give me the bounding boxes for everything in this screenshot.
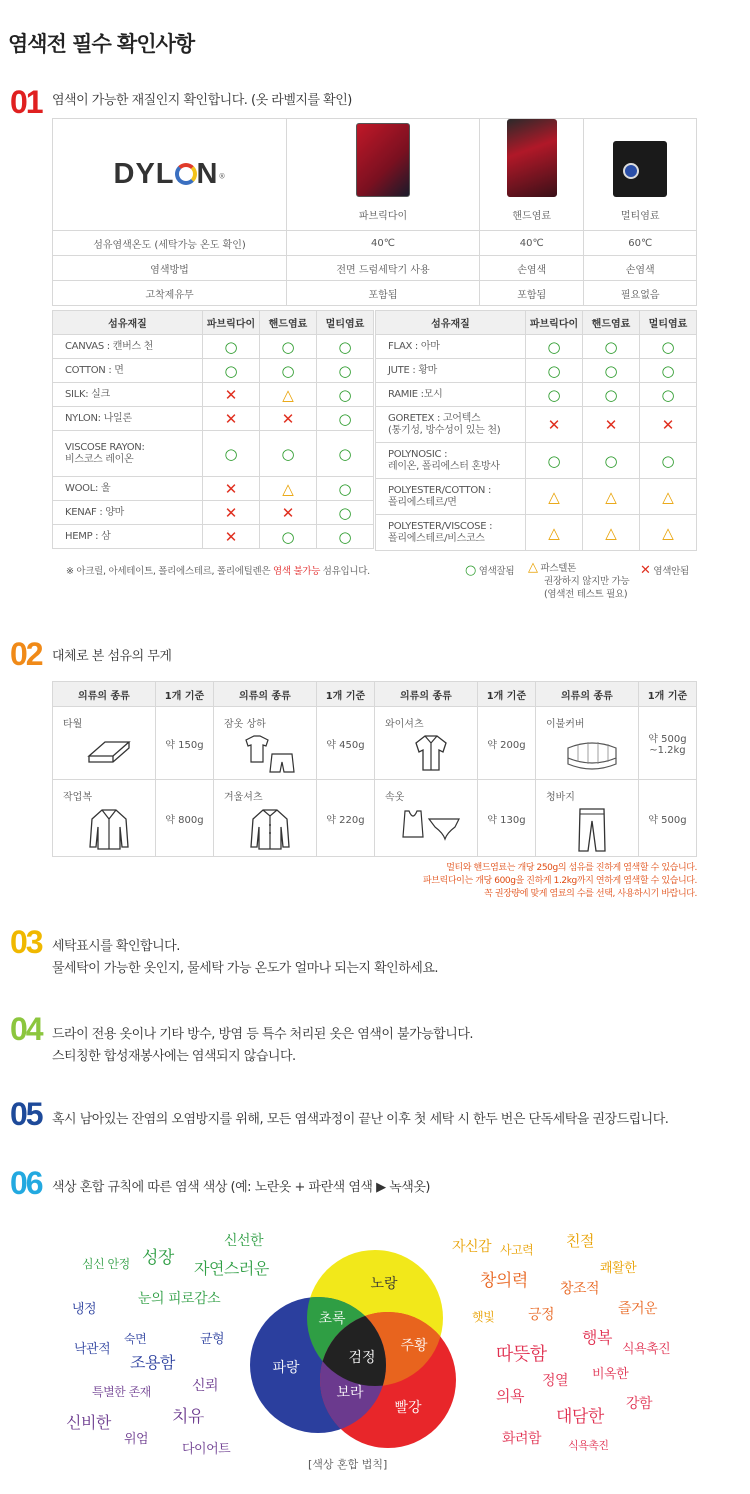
product-row-temperature: 섬유염색온도 (세탁가능 온도 확인) 40℃ 40℃ 60℃ [53,231,697,256]
fabric-mark [526,407,583,443]
towel-icon [63,734,155,769]
legend-good: ○ 염색잘됨 [465,563,515,578]
triangle-icon: △ [548,487,560,506]
mood-word: 화려함 [502,1431,542,1447]
product-name-fabric-dye: 파브릭다이 [358,211,408,222]
mood-word: 신뢰 [192,1378,219,1394]
garment-cell [213,780,316,857]
fabric-row [53,525,374,549]
fabric-row [53,359,374,383]
triangle-icon: △ [548,523,560,542]
circle-icon: ○ [281,444,295,463]
garment-name: 와이셔츠 [384,719,424,730]
fabric-dye-package-icon [356,123,410,197]
fabric-table-right: 섬유재질 파브릭다이 핸드염료 멀티염료 FLAX : 아마 ○ ○ ○ JUTE : 황마 ○ ○ ○ RAMIE :모시 ○ ○ ○ GORETEX : 고어텍스 (통기성, 방수성이 있는 천) ✕ ✕ ✕ POLYNOSIC : 레이온, 폴리에스터 혼방사 ○ ○ ○ POLYESTER/COTTON : 폴리에스테르/면 △ △ △ POLYESTER/VISCOSE : 폴리에스테르/비스코스 △ △ △ [375,310,697,551]
venn-label-red: 빨강 [394,1400,422,1416]
fabric-mark [203,383,260,407]
fabric-name: POLYNOSIC : 레이온, 폴리에스터 혼방사 [376,443,526,479]
garment-weight: 약 220g [316,780,374,857]
dylon-logo-cell: DYL N® [53,119,287,231]
garment-name: 속옷 [384,792,405,803]
product-multi-dye [584,119,697,231]
garment-name: 잠옷 상하 [223,719,266,730]
mood-word: 냉정 [72,1302,97,1317]
fabric-row [53,407,374,431]
circle-icon: ○ [604,361,618,380]
fabric-mark [260,383,317,407]
fabric-mark [583,335,640,359]
fabric-mark [260,335,317,359]
fabric-mark [203,501,260,525]
fabric-name: VISCOSE RAYON: 비스코스 레이온 [53,431,203,477]
circle-icon: ○ [661,337,675,356]
legend-pastel: △ 파스텔톤 권장하지 않지만 가능 (염색전 테스트 필요) [528,560,630,600]
garment-cell [374,780,477,857]
section-02-text: 대체로 본 섬유의 무게 [52,649,172,664]
jacket-icon [63,807,155,854]
underwear-icon [385,807,477,844]
garment-weight: 약 150g [155,707,213,780]
weight-row-2 [53,780,697,857]
mood-word: 성장 [142,1248,174,1268]
fabric-mark [203,477,260,501]
fabric-mark [526,383,583,407]
weight-row-1 [53,707,697,780]
blanket-icon [546,734,638,775]
mood-word: 신비한 [66,1413,111,1432]
triangle-icon: △ [282,385,294,404]
fabric-mark [317,525,374,549]
x-icon: ✕ [224,409,238,428]
fabric-mark [260,525,317,549]
circle-icon: ○ [604,385,618,404]
mood-word: 심신 안정 [82,1257,130,1271]
garment-cell [374,707,477,780]
circle-icon: ○ [338,479,352,498]
x-icon: ✕ [224,503,238,522]
fabric-mark [260,431,317,477]
circle-icon: ○ [338,385,352,404]
section-04-line1: 드라이 전용 옷이나 기타 방수, 방염 등 특수 처리된 옷은 염색이 불가능합니다. [52,1027,474,1042]
mood-word: 조용함 [130,1353,175,1372]
fabric-row [376,383,697,407]
weight-note: 멀티와 핸드염료는 개당 250g의 섬유를 진하게 염색할 수 있습니다. 파브릭다이는 개당 600g을 진하게 1.2kg까지 연하게 염색할 수 있습니다. 꼭 권장량에 맞게 염료의 수를 선택, 사용하시기 바랍니다. [422,863,697,899]
garment-cell [53,780,156,857]
color-mixing-venn [240,1240,480,1470]
fabric-row [53,335,374,359]
venn-label-green: 초록 [318,1311,346,1327]
triangle-icon: △ [662,523,674,542]
mood-word: 다이어트 [182,1442,231,1457]
mood-word: 햇빛 [472,1310,495,1324]
garment-weight: 약 200g [477,707,535,780]
x-icon: ✕ [640,563,651,578]
mood-word: 사고력 [500,1243,534,1257]
fabric-table-left: 섬유재질 파브릭다이 핸드염료 멀티염료 CANVAS : 캔버스 천 ○ ○ ○ COTTON : 면 ○ ○ ○ SILK: 실크 ✕ △ ○ NYLON: 나일론 ✕ ✕ ○ VISCOSE RAYON: 비스코스 레이온 ○ ○ ○ WOOL: 울 ✕ △ ○ KENAF : 양마 ✕ ✕ ○ HEMP : 삼 ✕ ○ ○ [52,310,374,549]
fabric-name: POLYESTER/VISCOSE : 폴리에스테르/비스코스 [376,515,526,551]
circle-icon: ○ [338,337,352,356]
circle-icon: ○ [281,527,295,546]
x-icon: ✕ [547,415,561,434]
product-fabric-dye [287,119,480,231]
fabric-row [53,477,374,501]
fabric-mark [317,335,374,359]
garment-name: 겨울셔츠 [223,792,263,803]
circle-icon: ○ [547,337,561,356]
fabric-mark [640,479,697,515]
fabric-name: NYLON: 나일론 [53,407,203,431]
fabric-name: SILK: 실크 [53,383,203,407]
fabric-name: RAMIE :모시 [376,383,526,407]
venn-label-yellow: 노랑 [370,1276,398,1292]
circle-icon: ○ [661,451,675,470]
x-icon: ✕ [281,503,295,522]
circle-icon: ○ [338,361,352,380]
section-03-line2: 물세탁이 가능한 옷인지, 물세탁 가능 온도가 얼마나 되는지 확인하세요. [52,961,439,976]
fabric-name: COTTON : 면 [53,359,203,383]
fabric-row [53,431,374,477]
fabric-mark [526,443,583,479]
fabric-name: POLYESTER/COTTON : 폴리에스테르/면 [376,479,526,515]
fabric-mark [317,501,374,525]
circle-icon: ○ [224,337,238,356]
mood-word: 즐거운 [618,1301,658,1317]
mood-word: 창조적 [560,1281,600,1297]
fabric-name: CANVAS : 캔버스 천 [53,335,203,359]
mood-word: 균형 [200,1332,225,1347]
fabric-row [376,443,697,479]
triangle-icon: △ [528,560,538,575]
product-row-fixative: 고착제유무 포함됨 포함됨 필요없음 [53,281,697,306]
fabric-row [53,383,374,407]
multi-dye-package-icon [613,141,667,197]
fabric-mark [526,335,583,359]
garment-cell [535,707,638,780]
garment-name: 이불커버 [545,719,585,730]
section-04-line2: 스티칭한 합성재봉사에는 염색되지 않습니다. [52,1049,296,1064]
fabric-mark [317,359,374,383]
triangle-icon: △ [282,479,294,498]
circle-icon: ○ [224,361,238,380]
mood-word: 식욕촉진 [568,1439,609,1452]
fabric-mark [526,515,583,551]
mood-word: 의욕 [496,1387,524,1405]
mood-word: 자연스러운 [194,1259,269,1278]
fabric-name: HEMP : 삼 [53,525,203,549]
mood-word: 정열 [542,1373,569,1389]
garment-cell [213,707,316,780]
garment-weight: 약 450g [316,707,374,780]
triangle-icon: △ [605,487,617,506]
fabric-mark [203,407,260,431]
mood-word: 쾌활한 [600,1261,637,1276]
fabric-mark [203,359,260,383]
circle-icon: ○ [224,444,238,463]
fabric-mark [583,407,640,443]
circle-icon: ○ [547,361,561,380]
mood-word: 특별한 존재 [92,1385,151,1399]
circle-icon: ○ [547,451,561,470]
fabric-name: KENAF : 양마 [53,501,203,525]
fabric-mark [640,407,697,443]
fabric-mark [203,525,260,549]
page-title: 염색전 필수 확인사항 [8,32,195,56]
venn-label-orange: 주황 [400,1338,428,1354]
fabric-row [376,479,697,515]
mood-word: 낙관적 [74,1342,111,1357]
fabric-name: JUTE : 황마 [376,359,526,383]
section-01-text: 염색이 가능한 재질인지 확인합니다. (옷 라벨지를 확인) [52,93,352,108]
product-table [52,118,697,306]
fabric-mark [526,359,583,383]
mood-word: 행복 [582,1328,612,1347]
section-number-02: 02 [10,636,42,672]
fabric-note: ※ 아크릴, 아세테이트, 폴리에스테르, 폴리에틸렌은 염색 불가능 섬유입니다. [66,566,370,577]
fabric-mark [260,359,317,383]
fabric-name: FLAX : 아마 [376,335,526,359]
fabric-row [53,501,374,525]
circle-icon: ○ [661,385,675,404]
circle-icon: ○ [465,563,477,578]
fabric-mark [640,515,697,551]
section-03-line1: 세탁표시를 확인합니다. [52,939,180,954]
venn-caption: [색상 혼합 법칙] [308,1458,388,1471]
fabric-mark [583,515,640,551]
fabric-name: WOOL: 울 [53,477,203,501]
venn-label-blue: 파랑 [272,1360,300,1376]
fabric-mark [640,443,697,479]
section-number-04: 04 [10,1011,42,1047]
circle-icon: ○ [338,503,352,522]
fabric-row [376,359,697,383]
fabric-mark [583,359,640,383]
section-06-text: 색상 혼합 규칙에 따른 염색 색상 (예: 노란옷 + 파란색 염색 ▶ 녹색옷) [52,1180,430,1195]
x-icon: ✕ [224,527,238,546]
fabric-mark [260,501,317,525]
circle-icon: ○ [604,337,618,356]
mood-word: 창의력 [480,1271,528,1291]
garment-weight: 약 800g [155,780,213,857]
hand-dye-package-icon [507,119,557,197]
garment-cell [535,780,638,857]
venn-label-purple: 보라 [336,1385,364,1401]
garment-name: 타월 [63,719,83,730]
fabric-mark [640,335,697,359]
shirt-icon [385,734,477,775]
circle-icon: ○ [338,444,352,463]
mood-word: 친절 [566,1232,594,1250]
fabric-row [376,335,697,359]
mood-word: 식욕촉진 [622,1342,671,1357]
x-icon: ✕ [224,479,238,498]
fabric-mark [640,359,697,383]
circle-icon: ○ [338,527,352,546]
fabric-mark [317,383,374,407]
triangle-icon: △ [662,487,674,506]
mood-word: 대담한 [556,1407,604,1427]
circle-icon: ○ [661,361,675,380]
section-05-text: 혹시 남아있는 잔염의 오염방지를 위해, 모든 염색과정이 끝난 이후 첫 세탁 시 한두 번은 단독세탁을 권장드립니다. [52,1112,669,1127]
x-icon: ✕ [224,385,238,404]
circle-icon: ○ [604,451,618,470]
product-hand-dye [480,119,584,231]
legend-bad: ✕ 염색안됨 [640,563,689,578]
weight-table: 의류의 종류 1개 기준 의류의 종류 1개 기준 의류의 종류 1개 기준 의류의 종류 1개 기준 타월 약 150g 잠옷 상하 약 450g 와이셔츠 약 200g 이불커버 약 500g ~1.2kg 작업복 약 800g 겨울셔츠 약 220g 속옷 약 130g 청바지 약 500g [52,681,697,857]
jeans-icon [546,807,638,856]
circle-icon: ○ [281,337,295,356]
product-name-multi-dye: 멀티염료 [620,211,660,222]
x-icon: ✕ [281,409,295,428]
mood-word: 따뜻함 [496,1344,547,1365]
fabric-row [376,407,697,443]
garment-name: 작업복 [63,792,92,803]
section-number-01: 01 [10,84,42,120]
triangle-icon: △ [605,523,617,542]
mood-word: 강함 [626,1396,653,1412]
garment-weight: 약 500g ~1.2kg [638,707,696,780]
section-number-03: 03 [10,924,42,960]
x-icon: ✕ [604,415,618,434]
mood-word: 자신감 [452,1239,492,1255]
garment-weight: 약 500g [638,780,696,857]
fabric-row [376,515,697,551]
pajama-icon [224,734,316,777]
mood-word: 눈의 피로감소 [138,1291,221,1307]
fabric-mark [260,477,317,501]
fabric-mark [317,407,374,431]
winter-shirt-icon [224,807,316,854]
garment-weight: 약 130g [477,780,535,857]
fabric-mark [260,407,317,431]
dylon-logo: DYL N [113,158,219,190]
fabric-mark [583,479,640,515]
circle-icon: ○ [338,409,352,428]
fabric-mark [203,335,260,359]
fabric-name: GORETEX : 고어텍스 (통기성, 방수성이 있는 천) [376,407,526,443]
circle-icon: ○ [547,385,561,404]
fabric-mark [526,479,583,515]
fabric-mark [640,383,697,407]
fabric-mark [583,383,640,407]
mood-word: 비옥한 [592,1367,629,1382]
section-number-06: 06 [10,1165,42,1201]
mood-word: 위엄 [124,1432,149,1447]
product-name-hand-dye: 핸드염료 [512,211,552,222]
fabric-mark [317,431,374,477]
mood-word: 긍정 [528,1307,555,1323]
circle-icon: ○ [281,361,295,380]
mood-word: 신선한 [224,1233,264,1249]
section-number-05: 05 [10,1096,42,1132]
mood-word: 숙면 [124,1332,147,1346]
product-row-method: 염색방법 전면 드럼세탁기 사용 손염색 손염색 [53,256,697,281]
garment-name: 청바지 [545,792,575,803]
fabric-mark [583,443,640,479]
fabric-mark [203,431,260,477]
x-icon: ✕ [661,415,675,434]
garment-cell [53,707,156,780]
mood-word: 치유 [172,1407,204,1427]
venn-label-black: 검정 [348,1350,376,1366]
fabric-mark [317,477,374,501]
